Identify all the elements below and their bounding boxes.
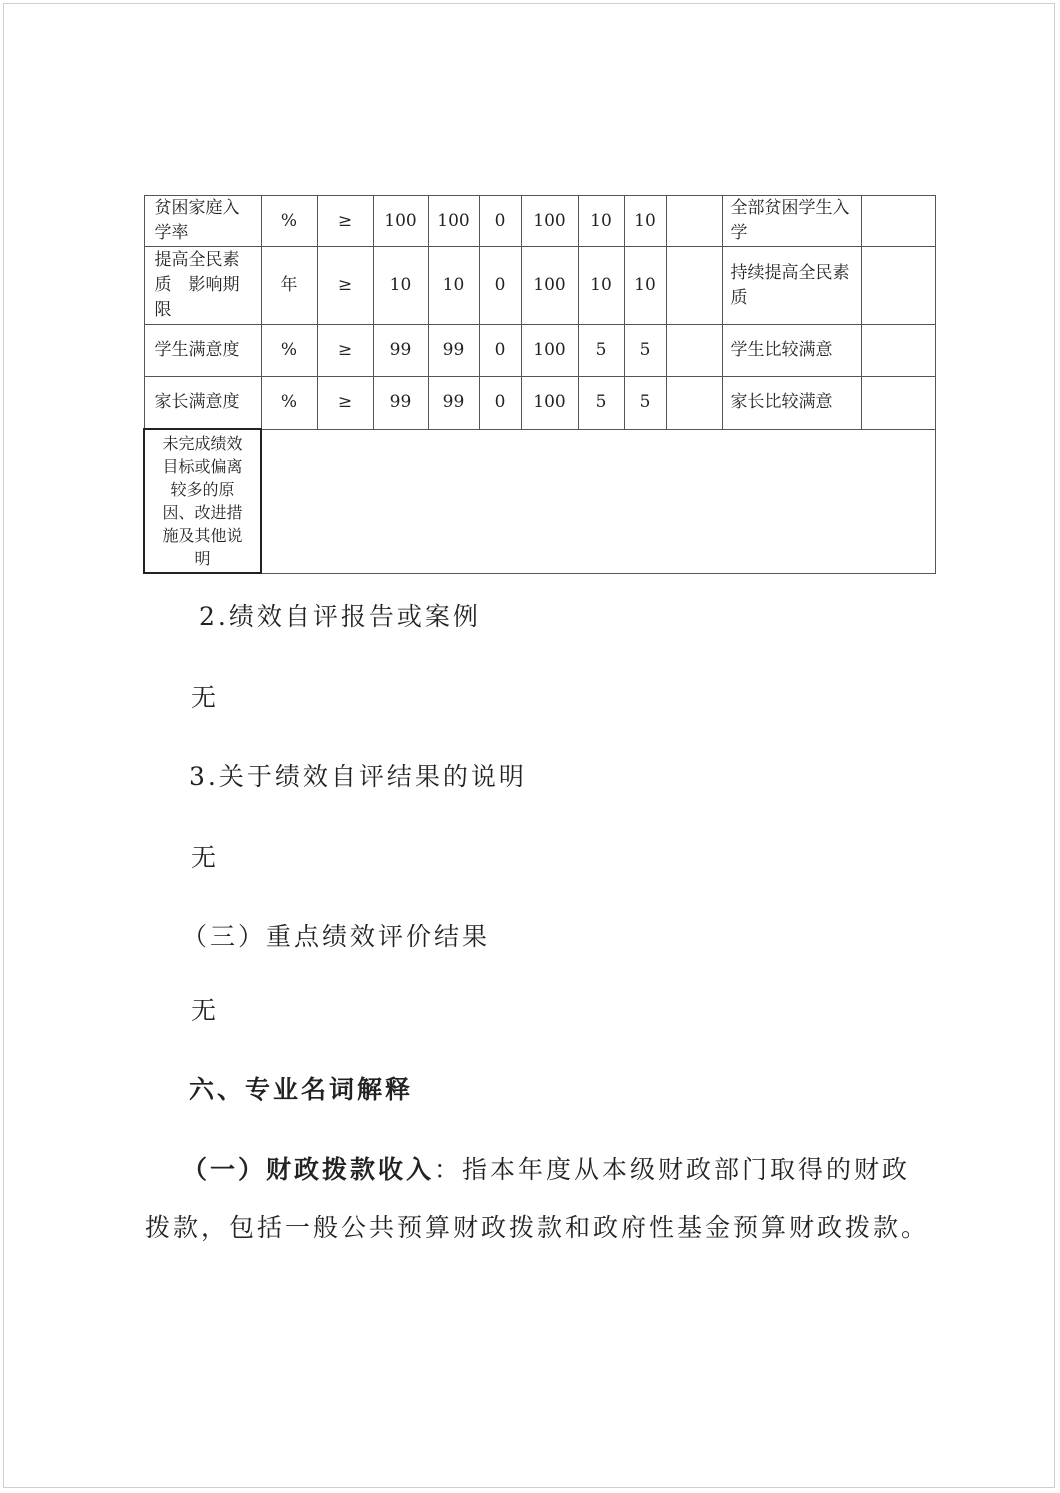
actual-cell: 10: [428, 247, 479, 325]
indicator-cell: 家长满意度: [144, 377, 261, 430]
unit-cell: %: [261, 196, 317, 247]
section-3-body: 无: [191, 843, 220, 872]
col7-cell: 100: [521, 196, 578, 247]
col9-cell: 5: [624, 377, 666, 430]
target-cell: 10: [373, 247, 428, 325]
glossary-definition-1-cont: 拨款，包括一般公共预算财政拨款和政府性基金预算财政拨款。: [145, 1213, 930, 1242]
note-cell: 持续提高全民素质: [722, 247, 861, 325]
section-2-body: 无: [191, 683, 220, 712]
col8-cell: 5: [578, 325, 624, 377]
col8-cell: 10: [578, 247, 624, 325]
operator-cell: ≥: [317, 325, 373, 377]
col10-cell: [666, 247, 722, 325]
unit-cell: %: [261, 325, 317, 377]
col12-cell: [861, 325, 935, 377]
col6-cell: 0: [479, 325, 521, 377]
glossary-definition-1: [182, 1150, 910, 1186]
note-cell: 家长比较满意: [722, 377, 861, 430]
col12-cell: [861, 247, 935, 325]
col7-cell: 100: [521, 247, 578, 325]
col6-cell: 0: [479, 196, 521, 247]
indicator-cell: 提高全民素质 影响期限: [144, 247, 261, 325]
remark-row: [144, 429, 935, 573]
section-key-eval-title: （三）重点绩效评价结果: [182, 922, 491, 951]
operator-cell: ≥: [317, 247, 373, 325]
remark-label: 未完成绩效目标或偏离较多的原因、改进措施及其他说明: [144, 429, 261, 573]
actual-cell: 99: [428, 325, 479, 377]
col10-cell: [666, 377, 722, 430]
table-row: [144, 377, 935, 430]
performance-table: [143, 195, 936, 574]
col6-cell: 0: [479, 247, 521, 325]
col10-cell: [666, 196, 722, 247]
col8-cell: 10: [578, 196, 624, 247]
col9-cell: 10: [624, 196, 666, 247]
section-key-eval-body: 无: [191, 996, 220, 1025]
table-row: [144, 247, 935, 325]
target-cell: 100: [373, 196, 428, 247]
col6-cell: 0: [479, 377, 521, 430]
operator-cell: ≥: [317, 377, 373, 430]
col12-cell: [861, 377, 935, 430]
remark-value: [261, 429, 935, 573]
target-cell: 99: [373, 325, 428, 377]
col7-cell: 100: [521, 325, 578, 377]
target-cell: 99: [373, 377, 428, 430]
section-glossary-title: 六、专业名词解释: [189, 1075, 414, 1104]
indicator-cell: 学生满意度: [144, 325, 261, 377]
note-cell: 学生比较满意: [722, 325, 861, 377]
col10-cell: [666, 325, 722, 377]
col7-cell: 100: [521, 377, 578, 430]
col9-cell: 5: [624, 325, 666, 377]
unit-cell: 年: [261, 247, 317, 325]
section-3-title: 3.关于绩效自评结果的说明: [189, 762, 527, 791]
section-2-title: 2.绩效自评报告或案例: [199, 602, 481, 631]
actual-cell: 99: [428, 377, 479, 430]
actual-cell: 100: [428, 196, 479, 247]
unit-cell: %: [261, 377, 317, 430]
document-page: [3, 3, 1055, 1488]
glossary-text: ：指本年度从本级财政部门取得的财政: [434, 1155, 911, 1184]
table-row: [144, 325, 935, 377]
glossary-term: （一）财政拨款收入: [182, 1155, 435, 1184]
col8-cell: 5: [578, 377, 624, 430]
indicator-cell: 贫困家庭入学率: [144, 196, 261, 247]
note-cell: 全部贫困学生入学: [722, 196, 861, 247]
operator-cell: ≥: [317, 196, 373, 247]
col12-cell: [861, 196, 935, 247]
col9-cell: 10: [624, 247, 666, 325]
table-row: [144, 196, 935, 247]
